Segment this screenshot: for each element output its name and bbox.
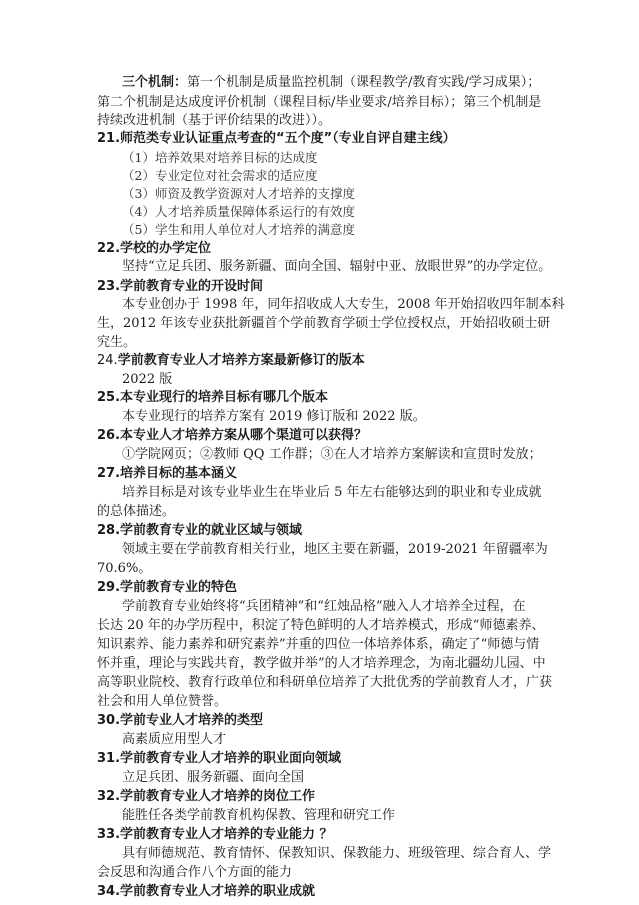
section-title: 学校的办学定位 xyxy=(120,241,212,256)
section-32-line: 能胜任各类学前教育机构保教、管理和研究工作 xyxy=(122,808,396,823)
section-number: 34. xyxy=(97,884,121,899)
section-number: 27. xyxy=(97,466,121,481)
intro-label: 三个机制： xyxy=(122,75,188,90)
section-number: 22. xyxy=(97,241,121,256)
section-title: 学前教育专业的就业区域与领域 xyxy=(120,523,303,538)
section-31-heading xyxy=(97,750,341,767)
section-29-line: 学前教育专业始终将“兵团精神”和“红烛品格”融入人才培养全过程，在 xyxy=(122,599,526,614)
section-title: 学前教育专业人才培养方案最新修订的版本 xyxy=(117,353,365,368)
section-31-line: 立足兵团、服务新疆、面向全国 xyxy=(122,770,305,785)
intro-line-1 xyxy=(122,74,540,91)
section-title: 学前教育专业人才培养的岗位工作 xyxy=(120,789,316,804)
section-title: 学前教育专业的开设时间 xyxy=(120,279,264,294)
section-27-line: 的总体描述。 xyxy=(97,504,176,519)
section-26-heading xyxy=(97,427,367,444)
section-21-line: （2）专业定位对社会需求的适应度 xyxy=(122,168,318,183)
section-number: 23. xyxy=(97,279,121,294)
section-23-line: 本专业创办于 1998 年，同年招收成人大专生，2008 年开始招收四年制本科 xyxy=(122,297,565,312)
section-21-line: （3）师资及教学资源对人才培养的支撑度 xyxy=(122,186,355,201)
section-24-line: 2022 版 xyxy=(122,372,173,387)
section-29-line: 长达 20 年的办学历程中，积淀了特色鲜明的人才培养模式，形成“师德素养、 xyxy=(97,618,545,633)
section-title: 师范类专业认证重点考查的“五个度”（专业自评自建主线） xyxy=(120,131,456,146)
section-33-line: 具有师德规范、教育情怀、保教知识、保教能力、班级管理、综合育人、学 xyxy=(122,846,552,861)
section-number: 30. xyxy=(97,713,121,728)
section-title: 学前教育专业人才培养的专业能力 ？ xyxy=(120,827,333,842)
section-number: 26. xyxy=(97,428,121,443)
section-number: 25. xyxy=(97,390,121,405)
section-34-heading xyxy=(97,883,315,900)
intro-line-3: 持续改进机制（基于评价结果的改进））。 xyxy=(97,113,332,128)
section-number: 33. xyxy=(97,827,121,842)
section-number: 32. xyxy=(97,789,121,804)
section-28-heading xyxy=(97,522,302,539)
section-21-line: （1）培养效果对培养目标的达成度 xyxy=(122,150,318,165)
section-29-line: 高等职业院校、教育行政单位和科研单位培养了大批优秀的学前教育人才，广获 xyxy=(97,675,553,690)
section-30-heading xyxy=(97,712,263,729)
section-29-line: 怀并重，理论与实践共育，教学做并举”的人才培养理念，为南北疆幼儿园、中 xyxy=(97,656,546,671)
section-22-line: 坚持“立足兵团、服务新疆、面向全国、辐射中亚、放眼世界”的办学定位。 xyxy=(122,259,552,274)
section-21-line: （5）学生和用人单位对人才培养的满意度 xyxy=(122,222,355,237)
intro-line-2: 第二个机制是达成度评价机制（课程目标/毕业要求/培养目标）；第三个机制是 xyxy=(97,95,542,110)
section-29-heading xyxy=(97,579,237,596)
section-27-heading xyxy=(97,465,237,482)
section-21-heading xyxy=(97,130,456,147)
section-25-heading xyxy=(97,389,328,406)
section-23-line: 究生。 xyxy=(97,335,137,350)
section-title: 本专业现行的培养目标有哪几个版本 xyxy=(120,390,329,405)
section-28-line: 70.6%。 xyxy=(97,561,152,576)
section-33-line: 会反思和沟通合作八个方面的能力 xyxy=(97,865,293,880)
section-24-heading xyxy=(97,352,365,369)
section-29-line: 知识素养、能力素养和研究素养”并重的四位一体培养体系，确定了“师德与情 xyxy=(97,637,540,652)
section-25-line: 本专业现行的培养方案有 2019 修订版和 2022 版。 xyxy=(122,409,426,424)
section-23-heading xyxy=(97,278,263,295)
section-title: 培养目标的基本涵义 xyxy=(120,466,238,481)
section-33-heading xyxy=(97,826,333,843)
section-number: 24. xyxy=(97,353,118,368)
section-26-line: ①学院网页；②教师 QQ 工作群；③在人才培养方案解读和宣贯时发放； xyxy=(122,447,542,462)
section-23-line: 生，2012 年该专业获批新疆首个学前教育学硕士学位授权点，开始招收硕士研 xyxy=(97,316,551,331)
section-number: 21. xyxy=(97,131,121,146)
section-title: 学前教育专业的特色 xyxy=(120,580,238,595)
section-28-line: 领域主要在学前教育相关行业，地区主要在新疆，2019-2021 年留疆率为 xyxy=(122,542,548,557)
section-30-line: 高素质应用型人才 xyxy=(122,732,227,747)
section-32-heading xyxy=(97,788,315,805)
section-21-line: （4）人才培养质量保障体系运行的有效度 xyxy=(122,204,355,219)
section-title: 本专业人才培养方案从哪个渠道可以获得？ xyxy=(120,428,368,443)
section-22-heading xyxy=(97,240,211,257)
section-title: 学前专业人才培养的类型 xyxy=(120,713,264,728)
section-27-line: 培养目标是对该专业毕业生在毕业后 5 年左右能够达到的职业和专业成就 xyxy=(122,485,542,500)
section-number: 31. xyxy=(97,751,121,766)
intro-text-1: 第一个机制是质量监控机制（课程教学/教育实践/学习成果）； xyxy=(187,75,541,90)
section-number: 28. xyxy=(97,523,121,538)
section-29-line: 社会和用人单位赞誉。 xyxy=(97,694,228,709)
section-title: 学前教育专业人才培养的职业面向领域 xyxy=(120,751,342,766)
section-title: 学前教育专业人才培养的职业成就 xyxy=(120,884,316,899)
section-number: 29. xyxy=(97,580,121,595)
